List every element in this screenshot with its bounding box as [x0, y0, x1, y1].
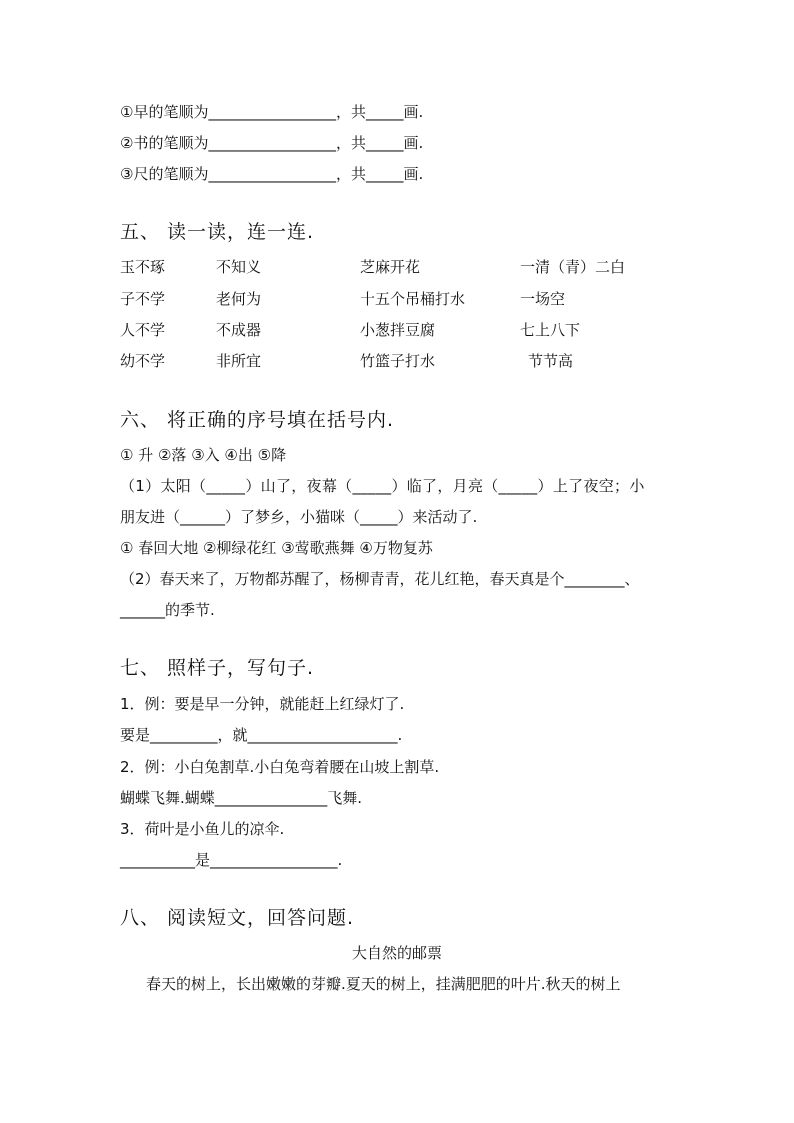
- section6-title: 六、 将正确的序号填在括号内.: [120, 409, 395, 431]
- s5-col4-item: 一清（青）二白: [520, 258, 626, 276]
- s7-line: 1．例：要是早一分钟，就能赶上红绿灯了.: [120, 695, 405, 713]
- s7-line: 3．荷叶是小鱼儿的凉伞.: [120, 820, 285, 838]
- stroke-order-line-1: ①早的笔顺为_________________，共_____画.: [120, 103, 424, 121]
- s6-question2-line2: ______的季节.: [120, 601, 215, 619]
- s6-question2-line1: （2）春天来了，万物都苏醒了，杨柳青青，花儿红艳，春天真是个________、: [120, 570, 640, 588]
- s7-line: 蝴蝶飞舞.蝴蝶_______________飞舞.: [120, 789, 363, 807]
- s7-line: 2．例：小白兔割草.小白兔弯着腰在山坡上割草.: [120, 758, 440, 776]
- s5-col2-item: 非所宜: [216, 352, 262, 370]
- stroke-order-line-2: ②书的笔顺为_________________，共_____画.: [120, 134, 424, 152]
- passage-text: 春天的树上，长出嫩嫩的芽瓣.夏天的树上，挂满肥肥的叶片.秋天的树上: [146, 975, 621, 993]
- s5-col1-item: 玉不琢: [120, 258, 166, 276]
- section8-title: 八、 阅读短文，回答问题.: [120, 907, 355, 929]
- s6-options-1: ① 升 ②落 ③入 ④出 ⑤降: [120, 446, 287, 464]
- s5-col1-item: 幼不学: [120, 352, 166, 370]
- s6-options-2: ① 春回大地 ②柳绿花红 ③莺歌燕舞 ④万物复苏: [120, 539, 433, 557]
- s5-col2-item: 老何为: [216, 290, 262, 308]
- s5-col4-item: 七上八下: [520, 321, 581, 339]
- s5-col3-item: 芝麻开花: [360, 258, 421, 276]
- s5-col3-item: 竹篮子打水: [360, 352, 436, 370]
- s5-col3-item: 小葱拌豆腐: [360, 321, 436, 339]
- section5-title: 五、 读一读，连一连.: [120, 221, 315, 243]
- s5-col4-item: 一场空: [520, 290, 566, 308]
- stroke-order-line-3: ③尺的笔顺为_________________，共_____画.: [120, 165, 424, 183]
- s5-col4-item: 节节高: [528, 352, 574, 370]
- s7-line: 要是_________，就____________________.: [120, 726, 403, 744]
- s5-col1-item: 子不学: [120, 290, 166, 308]
- s5-col1-item: 人不学: [120, 321, 166, 339]
- s6-question1-line2: 朋友进（______）了梦乡，小猫咪（_____）来活动了.: [120, 508, 478, 526]
- s5-col3-item: 十五个吊桶打水: [360, 290, 466, 308]
- s5-col2-item: 不知义: [216, 258, 262, 276]
- s6-question1-line1: （1）太阳（_____）山了，夜幕（_____）临了，月亮（_____）上了夜空；小: [120, 477, 645, 495]
- section7-title: 七、 照样子，写句子.: [120, 657, 315, 679]
- passage-title: 大自然的邮票: [351, 944, 442, 962]
- s5-col2-item: 不成器: [216, 321, 262, 339]
- s7-line: __________是_________________.: [120, 851, 343, 869]
